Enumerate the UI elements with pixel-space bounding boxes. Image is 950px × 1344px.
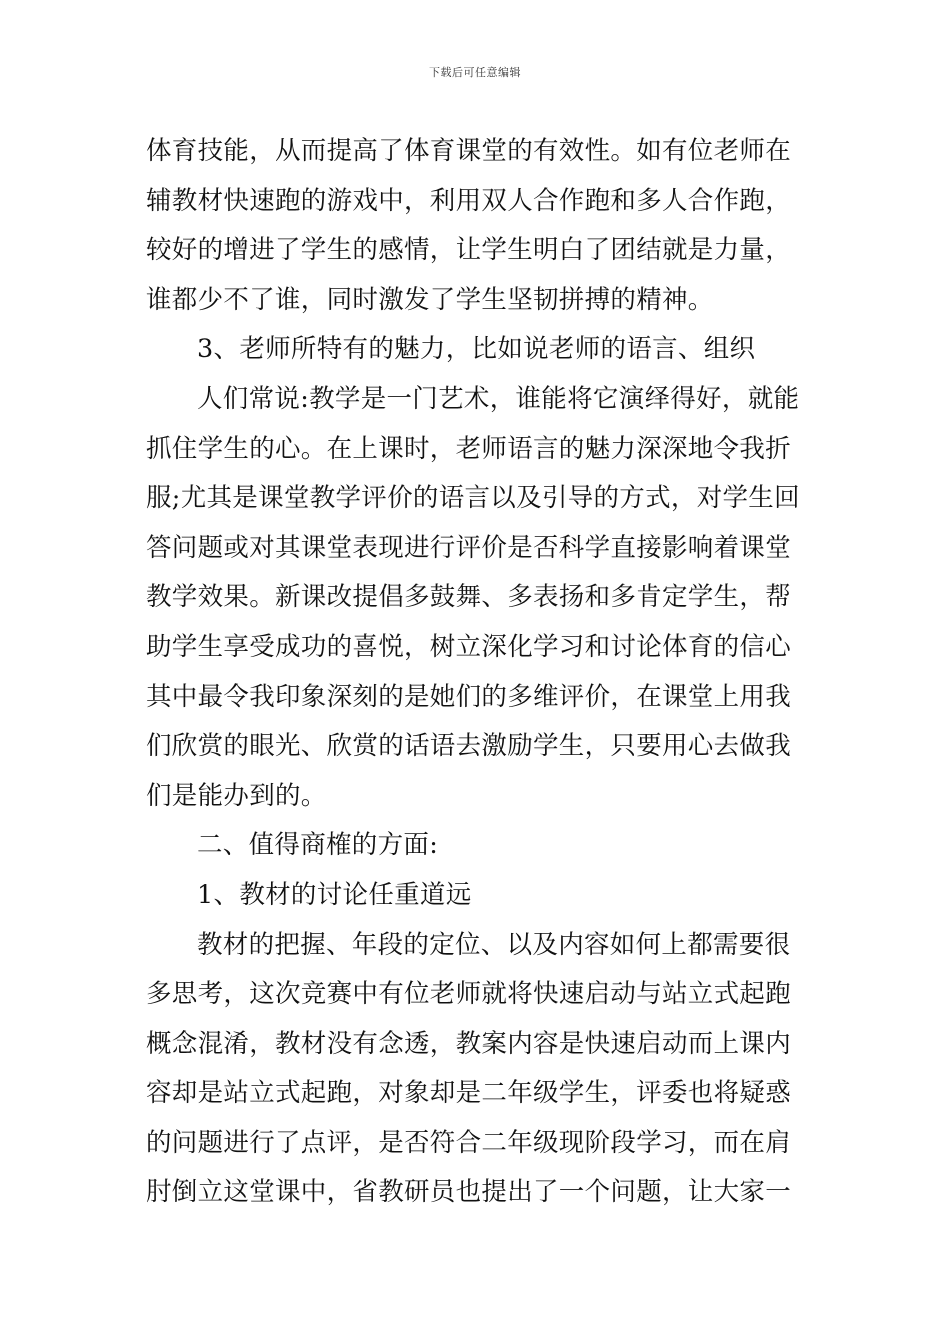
text-line: 概念混淆，教材没有念透，教案内容是快速启动而上课内 bbox=[146, 1028, 792, 1059]
text-line: 们欣赏的眼光、欣赏的话语去激励学生，只要用心去做我 bbox=[146, 731, 792, 762]
text-line: 教学效果。新课改提倡多鼓舞、多表扬和多肯定学生，帮 bbox=[146, 582, 792, 613]
text-line: 体育技能，从而提高了体育课堂的有效性。如有位老师在 bbox=[146, 136, 792, 166]
text-line: 多思考，这次竞赛中有位老师就将快速启动与站立式起跑 bbox=[146, 979, 792, 1010]
text-line: 容却是站立式起跑，对象却是二年级学生，评委也将疑惑 bbox=[146, 1078, 792, 1109]
text-line: 抓住学生的心。在上课时，老师语言的魅力深深地令我折 bbox=[146, 433, 792, 464]
page-header: 下载后可任意编辑 bbox=[429, 66, 521, 79]
document-body bbox=[146, 127, 806, 1218]
section-heading: 二、值得商榷的方面: bbox=[197, 830, 439, 861]
paragraph-start: 教材的把握、年段的定位、以及内容如何上都需要很 bbox=[197, 929, 791, 960]
text-line: 答问题或对其课堂表现进行评价是否科学直接影响着课堂 bbox=[146, 532, 792, 563]
text-line: 辅教材快速跑的游戏中，利用双人合作跑和多人合作跑， bbox=[146, 185, 792, 216]
section-heading: 3、老师所特有的魅力，比如说老师的语言、组织 bbox=[197, 334, 756, 365]
paragraph-start: 人们常说:教学是一门艺术，谁能将它演绎得好，就能 bbox=[197, 383, 800, 414]
text-line: 助学生享受成功的喜悦，树立深化学习和讨论体育的信心 bbox=[146, 631, 792, 662]
text-line: 较好的增进了学生的感情，让学生明白了团结就是力量， bbox=[146, 235, 792, 266]
text-line: 谁都少不了谁，同时激发了学生坚韧拼搏的精神。 bbox=[146, 284, 714, 315]
subsection-heading: 1、教材的讨论任重道远 bbox=[197, 879, 472, 910]
text-line: 肘倒立这堂课中，省教研员也提出了一个问题，让大家一 bbox=[146, 1177, 792, 1208]
text-line: 其中最令我印象深刻的是她们的多维评价，在课堂上用我 bbox=[146, 681, 792, 712]
text-line: 们是能办到的。 bbox=[146, 780, 327, 811]
text-line: 的问题进行了点评，是否符合二年级现阶段学习，而在肩 bbox=[146, 1127, 792, 1158]
text-line: 服;尤其是课堂教学评价的语言以及引导的方式，对学生回 bbox=[146, 483, 800, 514]
